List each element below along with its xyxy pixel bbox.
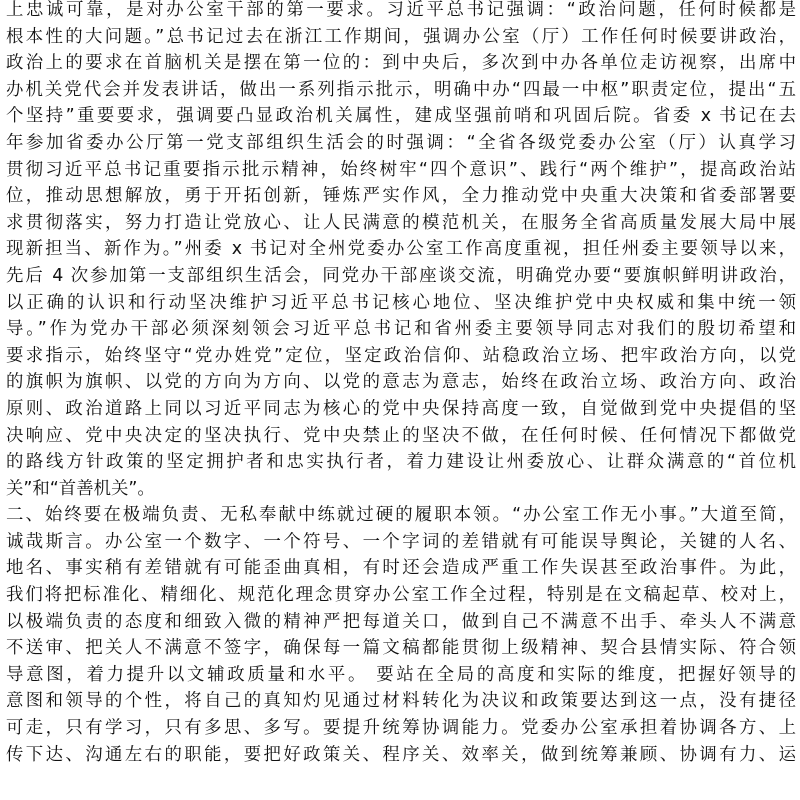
text-line: 决响应、党中央决定的坚决执行、党中央禁止的坚决不做，在任何时候、任何情况下都做党: [6, 425, 796, 446]
text-line: 导。”作为党办干部必须深刻领会习近平总书记和省州委主要领导同志对我们的殷切希望和: [6, 319, 796, 340]
text-line: 办机关党代会并发表讲话，做出一系列指示批示，明确中办“四最一中枢”职责定位，提出“五: [6, 79, 796, 100]
text-line: 原则、政治道路上同以习近平同志为核心的党中央保持高度一致，自觉做到党中央提倡的坚: [6, 398, 796, 419]
text-line: 政治上的要求在首脑机关是摆在第一位的：到中央后，多次到中办各单位走访视察，出席中: [6, 53, 796, 74]
text-line: 的路线方针政策的坚定拥护者和忠实执行者，着力建设让州委放心、让群众满意的“首位机: [6, 452, 796, 473]
text-line: 以正确的认识和行动坚决维护习近平总书记核心地位、坚决维护党中央权威和集中统一领: [6, 292, 796, 313]
text-line: 诚哉斯言。办公室一个数字、一个符号、一个字词的差错就有可能误导舆论，关键的人名、: [6, 531, 796, 552]
text-line: 年参加省委办公厅第一党支部组织生活会的时强调：“全省各级党委办公室（厅）认真学习: [6, 132, 796, 153]
text-line: 传下达、沟通左右的职能，要把好政策关、程序关、效率关，做到统筹兼顾、协调有力、运: [6, 744, 796, 765]
text-line: 的旗帜为旗帜、以党的方向为方向、以党的意志为意志，始终在政治立场、政治方向、政治: [6, 372, 796, 393]
text-line: 位，推动思想解放，勇于开拓创新，锤炼严实作风，全力推动党中央重大决策和省委部署要: [6, 186, 796, 207]
text-line: 贯彻习近平总书记重要指示批示精神，始终树牢“四个意识”、践行“两个维护”，提高政治站: [6, 159, 796, 180]
text-line: 现新担当、新作为。”州委 x 书记对全州党委办公室工作高度重视，担任州委主要领导以来，: [6, 239, 796, 260]
text-line: 根本性的大问题。”总书记过去在浙江工作期间，强调办公室（厅）工作任何时候要讲政治，: [6, 26, 796, 47]
text-line: 我们将把标准化、精细化、规范化理念贯穿办公室工作全过程，特别是在文稿起草、校对上，: [6, 585, 796, 606]
text-line: 不送审、把关人不满意不签字，确保每一篇文稿都能贯彻上级精神、契合县情实际、符合领: [6, 638, 796, 659]
text-line: 上忠诚可靠，是对办公室干部的第一要求。习近平总书记强调：“政治问题，任何时候都是: [6, 0, 796, 20]
text-line: 导意图，着力提升以文辅政质量和水平。 要站在全局的高度和实际的维度，把握好领导的: [6, 664, 796, 685]
text-line: 要求指示，始终坚守“党办姓党”定位，坚定政治信仰、站稳政治立场、把牢政治方向，以党: [6, 345, 796, 366]
text-line: 先后 4 次参加第一支部组织生活会，同党办干部座谈交流，明确党办要“要旗帜鲜明讲政治，: [6, 265, 796, 286]
text-line: 求贯彻落实，努力打造让党放心、让人民满意的模范机关，在服务全省高质量发展大局中展: [6, 212, 796, 233]
body-text: [6, 0, 796, 768]
text-line: 以极端负责的态度和细致入微的精神严把每道关口，做到自己不满意不出手、牵头人不满意: [6, 611, 796, 632]
text-line: 个坚持”重要要求，强调要凸显政治机关属性，建成坚强前哨和巩固后院。省委 x 书记在去: [6, 106, 796, 127]
text-line: 关”和“首善机关”。: [6, 478, 155, 499]
text-line: 地名、事实稍有差错就有可能歪曲真相，有时还会造成严重工作失误甚至政治事件。为此，: [6, 558, 796, 579]
text-line: 可走，只有学习，只有多思、多写。要提升统筹协调能力。党委办公室承担着协调各方、上: [6, 718, 796, 739]
section-heading-line: 二、始终要在极端负责、无私奉献中练就过硬的履职本领。“办公室工作无小事。”大道至简，: [6, 505, 796, 526]
text-line: 意图和领导的个性，将自己的真知灼见通过材料转化为决议和政策要达到这一点，没有捷径: [6, 691, 796, 712]
